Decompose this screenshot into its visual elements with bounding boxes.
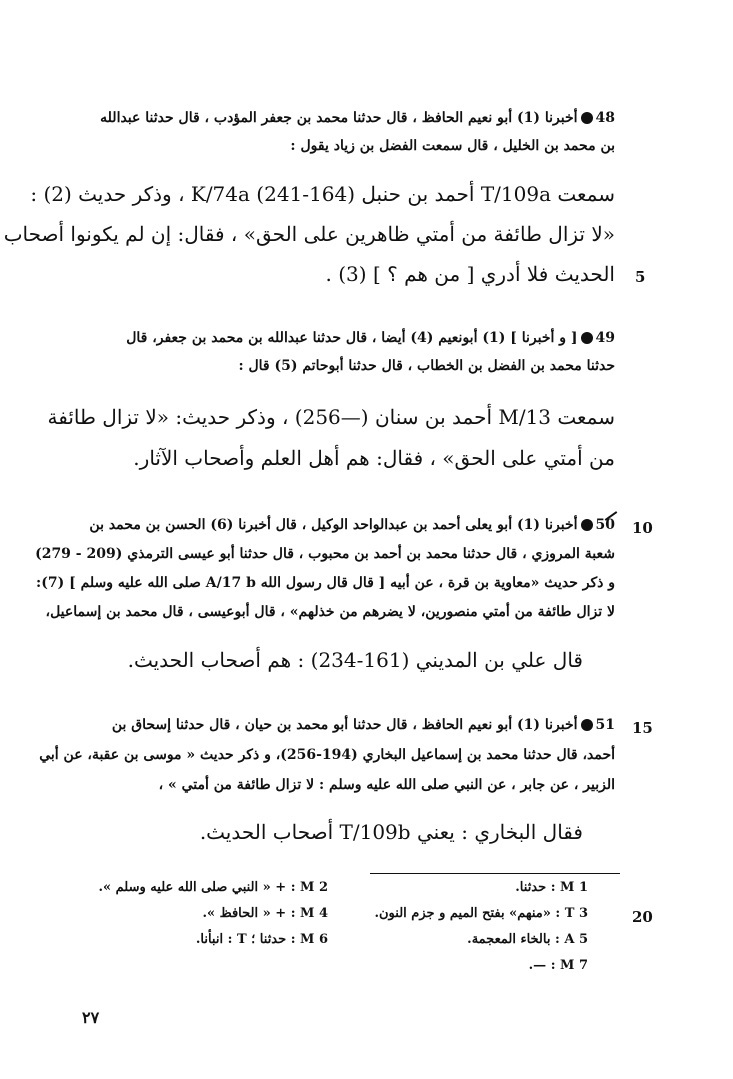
entry-51-quote-1: فقال البخاري : يعني T/109b أصحاب الحديث. [199,820,583,844]
entry-49-line-1 [95,330,615,346]
entry-number: 51 [595,717,615,733]
entry-text: أخبرنا (1) أبو يعلى أحمد بن عبدالواحد الوكيل ، قال أخبرنا (6) الحسن بن محمد بن [89,517,578,533]
entry-number: 49 [595,330,615,346]
footnote: T 3 : «منهم» بفتح الميم و جزم النون. [374,906,588,921]
entry-48-quote-1: سمعت T/109a أحمد بن حنبل (164-241) K/74a ، وذكر حديث (2) : [30,182,615,206]
entry-48-quote-2: «لا تزال طائفة من أمتي ظاهرين على الحق» ، فقال: إن لم يكونوا أصحاب [3,222,615,246]
entry-51-line-3: الزبير ، عن جابر ، عن النبي صلى الله عليه وسلم : لا تزال طائفة من أمتي » ، [158,777,615,793]
footnote: M 6 : حدثنا ؛ T : انبأنا. [195,932,328,947]
footnote: M 1 : حدثنا. [515,880,588,895]
entry-text: أخبرنا (1) أبو نعيم الحافظ ، قال حدثنا محمد بن جعفر المؤدب ، قال حدثنا عبدالله [100,110,578,126]
entry-50-line-1 [89,517,615,533]
entry-50-line-4: لا تزال طائفة من أمتي منصورين، لا يضرهم من خذلهم» ، قال أبوعيسى ، قال محمد بن إسماعيل، [45,604,615,620]
entry-50-line-2: شعبة المروزي ، قال حدثنا محمد بن أحمد بن محبوب ، قال حدثنا أبو عيسى الترمذي (209 - 279) [35,546,615,562]
margin-line-number: 10 [632,519,653,537]
entry-text: [ و أخبرنا ] (1) أبونعيم (4) أيضا ، قال حدثنا عبدالله بن محمد بن جعفر، قال [126,330,578,346]
margin-line-number: 5 [635,268,646,286]
entry-50-line-3: و ذكر حديث «معاوية بن قرة ، عن أبيه [ قال قال رسول الله A/17 b صلى الله عليه وسلم ] (7): [36,575,615,591]
footnote: M 2 : + « النبي صلى الله عليه وسلم ». [98,880,328,895]
entry-48-line-2: بن محمد بن الخليل ، قال سمعت الفضل بن زياد يقول : [290,138,615,154]
footnote-rule [370,873,620,874]
bullet-icon [581,332,593,344]
footnote: M 4 : + « الحافظ ». [202,906,328,921]
entry-51-line-1 [95,717,615,733]
entry-48-line-1 [95,110,615,126]
footnote: A 5 : بالخاء المعجمة. [467,932,588,947]
entry-49-quote-2: من أمتي على الحق» ، فقال: هم أهل العلم وأصحاب الآثار. [133,446,615,470]
margin-line-number: 20 [632,908,653,926]
entry-number: 50 [595,517,615,533]
bullet-icon [581,719,593,731]
page-number: ٢٧ [82,1008,100,1027]
margin-line-number: 15 [632,719,653,737]
bullet-icon [581,519,593,531]
entry-49-quote-1: سمعت M/13 أحمد بن سنان (—256) ، وذكر حديث: «لا تزال طائفة [47,405,615,429]
entry-text: أخبرنا (1) أبو نعيم الحافظ ، قال حدثنا أبو محمد بن حيان ، قال حدثنا إسحاق بن [111,717,578,733]
entry-49-line-2: حدثنا محمد بن الفضل بن الخطاب ، قال حدثنا أبوحاتم (5) قال : [238,358,615,374]
entry-48-quote-3: الحديث فلا أدري [ من هم ؟ ] (3) . [325,262,615,286]
entry-51-line-2: أحمد، قال حدثنا محمد بن إسماعيل البخاري (194-256)، و ذكر حديث « موسى بن عقبة، عن أبي [39,747,615,763]
entry-50-quote-1: قال علي بن المديني (161-234) : هم أصحاب الحديث. [127,648,583,672]
footnote: M 7 : —. [528,958,588,973]
entry-number: 48 [595,110,615,126]
bullet-icon [581,112,593,124]
